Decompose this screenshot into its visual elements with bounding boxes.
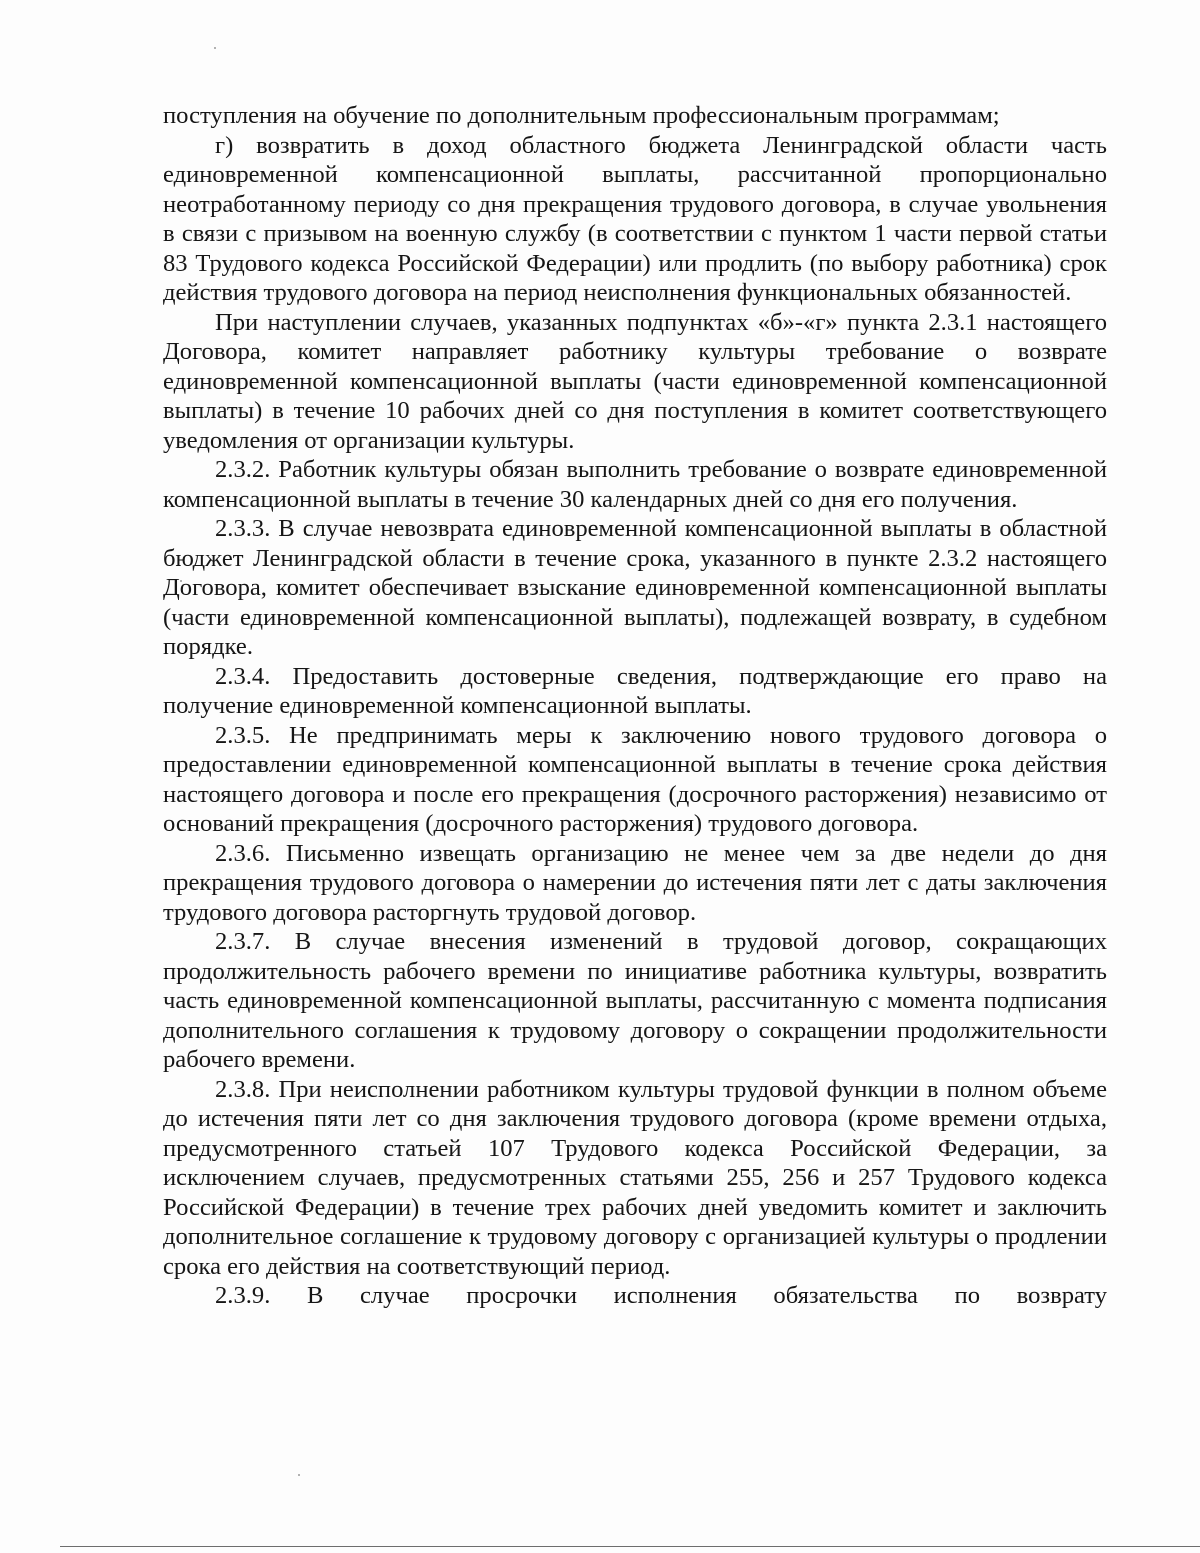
paragraph-subitem-g: г) возвратить в доход областного бюджета Ленинградской области часть единовременной компенсационной выплаты, рассчитанной пропорционально неотработанному периоду со дня прекращения трудового договора, в случае увольнения в связи с призывом на военную службу (в соответствии с пунктом 1 части первой статьи 83 Трудового кодекса Российской Федерации) или продлить (по выбору работника) срок действия трудового договора на период неисполнения функциональных обязанностей. bbox=[163, 131, 1107, 306]
paragraph-2-3-8: 2.3.8. При неисполнении работником культуры трудовой функции в полном объеме до истечения пяти лет со дня заключения трудового договора (кроме времени отдыха, предусмотренного статьей 107 Трудового кодекса Российской Федерации, за исключением случаев, предусмотренных статьями 255, 256 и 257 Трудового кодекса Российской Федерации) в течение трех рабочих дней уведомить комитет и заключить дополнительное соглашение к трудовому договору с организацией культуры о продлении срока его действия на соответствующий период. bbox=[163, 1075, 1107, 1280]
paragraph-2-3-9: 2.3.9. В случае просрочки исполнения обязательства по возврату bbox=[215, 1282, 1107, 1309]
paragraph-continuation: поступления на обучение по дополнительным профессиональным программам; bbox=[163, 102, 1000, 129]
paragraph-2-3-7: 2.3.7. В случае внесения изменений в трудовой договор, сокращающих продолжительность рабочего времени по инициативе работника культуры, возвратить часть единовременной компенсационной выплаты, рассчитанную с момента подписания дополнительного соглашения к трудовому договору о сокращении продолжительности рабочего времени. bbox=[163, 928, 1107, 1073]
scan-speck bbox=[214, 47, 216, 49]
paragraph-2-3-5: 2.3.5. Не предпринимать меры к заключению нового трудового договора о предоставлении единовременной компенсационной выплаты в течение срока действия настоящего договора и после его прекращения (досрочного расторжения) независимо от оснований прекращения (досрочного расторжения) трудового договора. bbox=[163, 721, 1107, 837]
paragraph-2-3-4: 2.3.4. Предоставить достоверные сведения, подтверждающие его право на получение единовременной компенсационной выплаты. bbox=[163, 662, 1107, 719]
scan-speck bbox=[298, 1474, 300, 1476]
paragraph-2-3-6: 2.3.6. Письменно извещать организацию не менее чем за две недели до дня прекращения трудового договора о намерении до истечения пяти лет с даты заключения трудового договора расторгнуть трудовой договор. bbox=[163, 839, 1107, 926]
scan-edge-line bbox=[60, 1546, 1200, 1547]
document-body bbox=[163, 101, 1107, 1311]
paragraph-return-demand: При наступлении случаев, указанных подпунктах «б»-«г» пункта 2.3.1 настоящего Договора, комитет направляет работнику культуры требование о возврате единовременной компенсационной выплаты (части единовременной компенсационной выплаты) в течение 10 рабочих дней со дня поступления в комитет соответствующего уведомления от организации культуры. bbox=[163, 308, 1107, 454]
paragraph-2-3-2: 2.3.2. Работник культуры обязан выполнить требование о возврате единовременной компенсационной выплаты в течение 30 календарных дней со дня его получения. bbox=[163, 456, 1107, 513]
paragraph-2-3-3: 2.3.3. В случае невозврата единовременной компенсационной выплаты в областной бюджет Ленинградской области в течение срока, указанного в пункте 2.3.2 настоящего Договора, комитет обеспечивает взыскание единовременной компенсационной выплаты (части единовременной компенсационной выплаты), подлежащей возврату, в судебном порядке. bbox=[163, 515, 1107, 660]
